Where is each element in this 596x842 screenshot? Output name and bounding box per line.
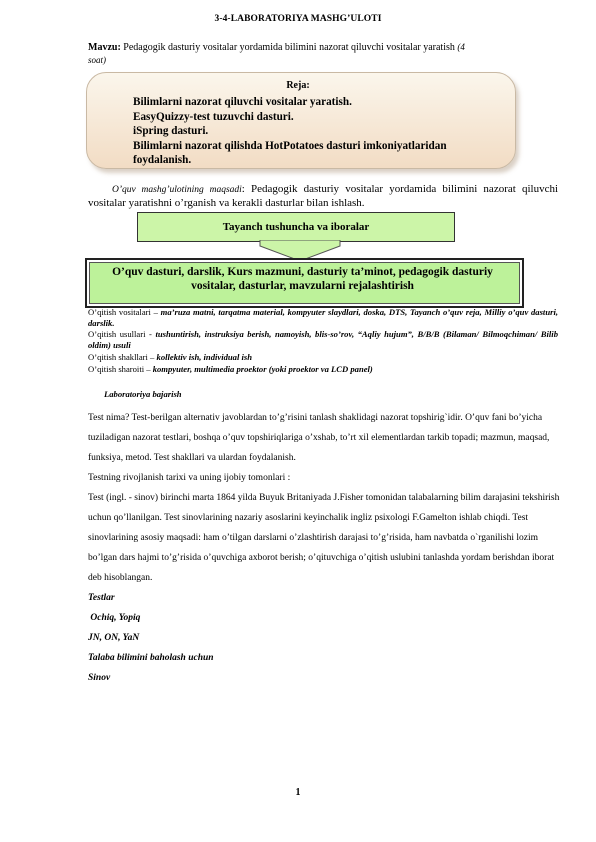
teaching-forms-value: kollektiv ish, individual ish [156, 352, 253, 362]
teaching-tools-label: O’qitish vositalari – [88, 307, 158, 317]
lab-heading: Laboratoriya bajarish [104, 389, 182, 399]
teaching-tools [88, 307, 558, 329]
body-paragraph: Testning rivojlanish tarixi va uning ijobiy tomonlari : [88, 473, 291, 483]
teaching-methods [88, 329, 558, 351]
body-heading: Ochiq, Yopiq [88, 613, 141, 623]
key-terms-text: O’quv dasturi, darslik, Kurs mazmuni, dasturiy ta’minot, pedagogik dasturiy vositalar, dasturlar, mavzularni rejalashtirish [112, 266, 493, 292]
topic-label: Mavzu: [88, 42, 121, 53]
teaching-methods-value: tushuntirish, instruksiya berish, namoyish, blis-so’rov, “Aqliy hujum”, B/B/B (Bilaman/ Bilmoqchiman/ Bilib oldim) usuli [88, 329, 558, 350]
teaching-conditions-label: O’qitish sharoiti – [88, 364, 151, 374]
body-heading: Sinov [88, 673, 111, 683]
page-title: 3-4-LABORATORIYA MASHG’ULOTI [214, 14, 382, 24]
body-text [88, 408, 566, 688]
plan-item: EasyQuizzy-test tuzuvchi dasturi. [133, 110, 294, 123]
plan-title: Reja: [286, 80, 310, 91]
teaching-forms-label: O’qitish shakllari – [88, 352, 155, 362]
topic-hours-cont: soat) [88, 55, 106, 65]
plan-item: foydalanish. [133, 154, 192, 166]
topic-text: Pedagogik dasturiy vositalar yordamida bilimini nazorat qiluvchi vositalar yaratish [123, 42, 455, 53]
plan-item: Bilimlarni nazorat qilishda HotPotatoes dasturi imkoniyatlaridan [133, 139, 447, 152]
plan-item: Bilimlarni nazorat qiluvchi vositalar yaratish. [133, 96, 352, 108]
topic-line [88, 40, 558, 55]
teaching-methods-label: O’qitish usullari - [88, 329, 152, 339]
body-heading: Talaba bilimini baholash uchun [88, 653, 214, 663]
teaching-conditions [88, 364, 558, 375]
goal-label: O’quv mashg’ulotining maqsadi [112, 185, 242, 195]
plan-list [133, 95, 488, 168]
teaching-tools-value: ma’ruza matni, tarqatma material, kompyuter slaydlari, doska, DTS, Tayanch o’quv reja, Milliy o’quv dasturi, darslik. [88, 307, 558, 328]
goal-paragraph [88, 183, 558, 210]
topic-hours: (4 [457, 42, 465, 52]
page-number: 1 [295, 787, 301, 798]
key-concepts-box: Tayanch tushuncha va iboralar [137, 212, 455, 242]
body-heading: Testlar [88, 593, 115, 603]
body-heading: JN, ON, YaN [88, 633, 140, 643]
teaching-conditions-value: kompyuter, multimedia proektor (yoki proektor va LCD panel) [152, 364, 373, 374]
plan-item: iSpring dasturi. [133, 125, 209, 137]
body-paragraph: Test (ingl. - sinov) birinchi marta 1864 yilda Buyuk Britaniyada J.Fisher tomonidan talabalarning bilim darajasini tekshirish uchun qo’llanilgan. Test sinovlarining nazariy asoslarini keyinchalik ingliz psixologi F.Gamelton ishlab chiqdi. Test sinovlarining asosiy maqsadi: ham o’tilgan darslarni o’zlashtirish darajasi to’g’risida, ham navbatda o`rganilishi lozim bo’lgan dars hajmi to’g’risida o’quvchiga axborot berish; o’qituvchiga o’qitish uslubini tanlashda yordam berishdan iborat deb hisoblangan. [88, 493, 560, 583]
teaching-forms [88, 352, 558, 363]
goal-text: : Pedagogik dasturiy vositalar yordamida bilimini nazorat qiluvchi vositalar yaratishni o’rganish va kerakli dasturlar bilan ishlash. [88, 183, 559, 209]
body-paragraph: Test nima? Test-berilgan alternativ javoblardan to’g’risini tanlash shaklidagi nazorat topshirig`idir. O’quv fani bo’yicha tuziladigan nazorat testlari, boshqa o’quv topshiriqlariga o’xshab, to’rt xil elementlardan tarkib topadi; mazmun, maqsad, funksiya, metod. Test shakllari va ulardan foydalanish. [88, 413, 550, 463]
